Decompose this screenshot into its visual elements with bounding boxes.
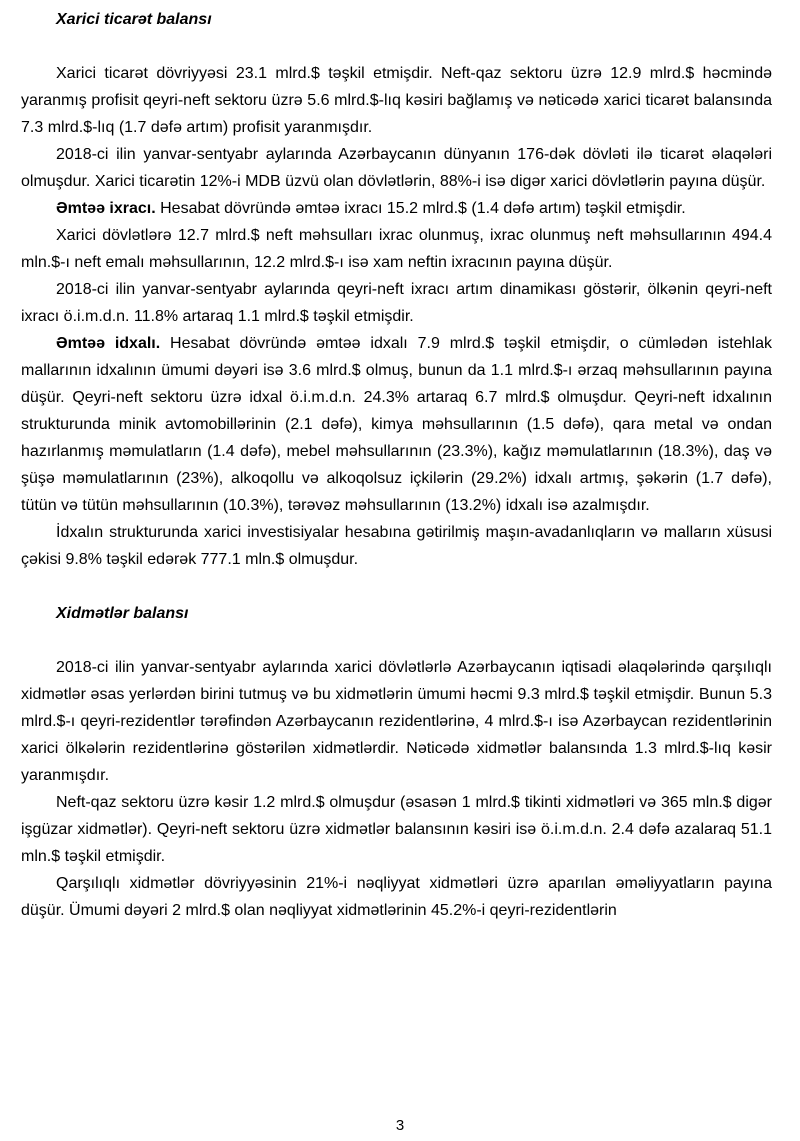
paragraph-services-turnover: 2018-ci ilin yanvar-sentyabr aylarında xarici dövlətlərlə Azərbaycanın iqtisadi əlaqələrində qarşılıqlı xidmətlər əsas yerlərdən birini tutmuş və bu xidmətlərin ümumi həcmi 9.3 mlrd.$ təşkil etmişdir. Bunun 5.3 mlrd.$-ı qeyri-rezidentlər tərəfindən Azərbaycanın rezidentlərinə, 4 mlrd.$-ı isə Azərbaycan rezidentlərinin xarici ölkələrin rezidentlərinə göstərilən xidmətlərdir. Nəticədə xidmətlər balansında 1.3 mlrd.$-lıq kəsir yaranmışdır.	[21, 659, 772, 784]
paragraph-lead-commodity-exports: Əmtəə ixracı.	[56, 200, 156, 217]
section-heading-services-balance: Xidmətlər balansı	[56, 605, 189, 622]
paragraph-text: Hesabat dövründə əmtəə ixracı 15.2 mlrd.$ (1.4 dəfə artım) təşkil etmişdir.	[155, 200, 686, 217]
paragraph-trade-partners: 2018-ci ilin yanvar-sentyabr aylarında Azərbaycanın dünyanın 176-dək dövləti ilə ticarət əlaqələri olmuşdur. Xarici ticarətin 12%-i MDB üzvü olan dövlətlərin, 88%-i isə digər xarici dövlətlərin payına düşür.	[21, 146, 772, 190]
paragraph-oil-exports: Xarici dövlətlərə 12.7 mlrd.$ neft məhsulları ixrac olunmuş, ixrac olunmuş neft məhsullarının 494.4 mln.$-ı neft emalı məhsullarının, 12.2 mlrd.$-ı isə xam neftin ixracının payına düşür.	[21, 227, 772, 271]
paragraph-lead-commodity-imports: Əmtəə idxalı.	[56, 335, 161, 352]
page-number: 3	[395, 1117, 405, 1134]
paragraph-services-deficit: Neft-qaz sektoru üzrə kəsir 1.2 mlrd.$ olmuşdur (əsasən 1 mlrd.$ tikinti xidmətləri və 365 mln.$ digər işgüzar xidmətlər). Qeyri-neft sektoru üzrə xidmətlər balansının kəsiri isə ö.i.m.d.n. 2.4 dəfə azalaraq 51.1 mln.$ təşkil etmişdir.	[21, 794, 772, 865]
paragraph-non-oil-exports: 2018-ci ilin yanvar-sentyabr aylarında qeyri-neft ixracı artım dinamikası göstərir, ölkənin qeyri-neft ixracı ö.i.m.d.n. 11.8% artaraq 1.1 mlrd.$ təşkil etmişdir.	[21, 281, 772, 325]
paragraph-import-structure: İdxalın strukturunda xarici investisiyalar hesabına gətirilmiş maşın-avadanlıqların və malların xüsusi çəkisi 9.8% təşkil edərək 777.1 mln.$ olmuşdur.	[21, 524, 772, 568]
paragraph-text: Hesabat dövründə əmtəə idxalı 7.9 mlrd.$ təşkil etmişdir, o cümlədən istehlak mallarının idxalının ümumi dəyəri isə 3.6 mlrd.$ olmuş, bunun da 1.1 mlrd.$-ı ərzaq məhsullarının payına düşür. Qeyri-neft sektoru üzrə idxal ö.i.m.d.n. 24.3% artaraq 6.7 mlrd.$ olmuşdur. Qeyri-neft idxalının strukturunda minik avtomobillərinin (2.1 dəfə), kimya məhsullarının (1.5 dəfə), qara metal və ondan hazırlanmış məmulatların (1.4 dəfə), mebel məhsullarının (23.3%), kağız məmulatlarının (18.3%), daş və şüşə məmulatlarının (23%), alkoqollu və alkoqolsuz içkilərin (29.2%) idxalı artmış, şəkərin (1.7 dəfə), tütün və tütün məhsullarının (10.3%), tərəvəz məhsullarının (13.2%) idxalı isə azalmışdır.	[21, 335, 773, 514]
paragraph-commodity-exports	[21, 195, 772, 222]
section-heading-foreign-trade-balance: Xarici ticarət balansı	[56, 11, 212, 28]
paragraph-trade-turnover: Xarici ticarət dövriyyəsi 23.1 mlrd.$ təşkil etmişdir. Neft-qaz sektoru üzrə 12.9 mlrd.$ həcmində yaranmış profisit qeyri-neft sektoru üzrə 5.6 mlrd.$-lıq kəsiri bağlamış və nəticədə xarici ticarət balansında 7.3 mlrd.$-lıq (1.7 dəfə artım) profisit yaranmışdır.	[21, 65, 772, 136]
paragraph-commodity-imports	[21, 330, 772, 519]
paragraph-transport-services: Qarşılıqlı xidmətlər dövriyyəsinin 21%-i nəqliyyat xidmətləri üzrə aparılan əməliyyatların payına düşür. Ümumi dəyəri 2 mlrd.$ olan nəqliyyat xidmətlərinin 45.2%-i qeyri-rezidentlərin	[21, 875, 772, 919]
